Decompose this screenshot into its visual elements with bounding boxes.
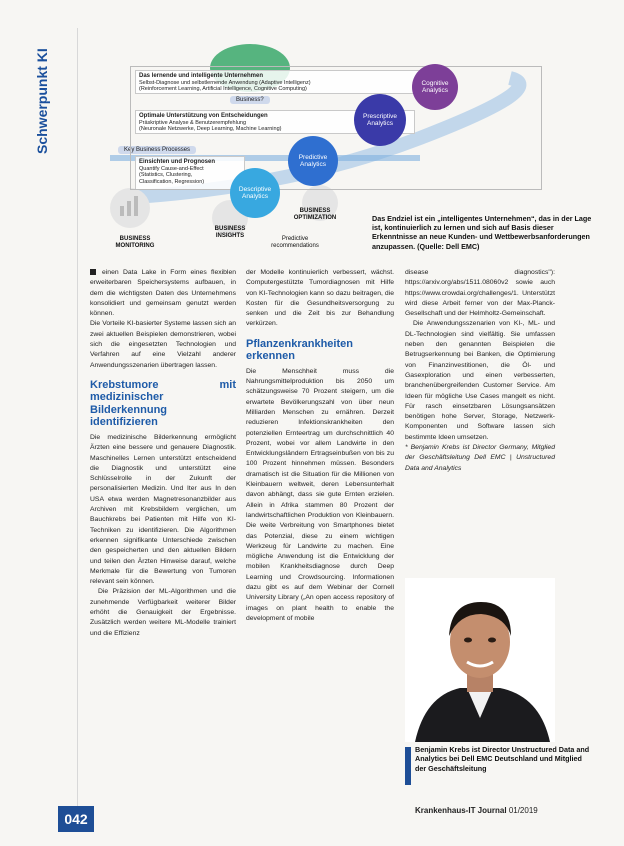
- col3-paragraph-3: * Benjamin Krebs ist Director Germany, Mitglied der Geschäftsleitung Dell EMC | Unstructured Data and Analytics: [405, 444, 555, 472]
- column-1: [90, 268, 236, 639]
- caption-accent-bar: [405, 747, 411, 785]
- heading-krebstumore: Krebstumore mit medizinischer Bilderkennung identifizieren: [90, 378, 236, 429]
- bubble-cognitive: Cognitive Analytics: [412, 64, 458, 110]
- diagram-frame: [130, 66, 542, 190]
- stage-business-insights: BUSINESS INSIGHTS: [214, 226, 246, 239]
- portrait-caption: Benjamin Krebs ist Director Unstructured Data and Analytics bei Dell EMC Deutschland und Mitglied der Geschäftsleitung: [405, 745, 595, 773]
- col1-paragraph-1: einen Data Lake in Form eines flexiblen erweiterbaren Speichersystems aufbauen, in dem die wichtigsten Daten des Unternehmens konsolidiert und gemeinsam genutzt werden können.: [90, 269, 236, 318]
- layer-learning-enterprise: Das lernende und intelligente Unternehmen Selbst-Diagnose und selbstlernende Anwendung (Adaptive Intelligenz) (Reinforcement Learning, Artificial Intelligence, Cognitive Computing): [135, 70, 435, 94]
- page-number: 042: [58, 806, 94, 832]
- bubble-predictive: Predictive Analytics: [288, 136, 338, 186]
- layer-insights: Einsichten und Prognosen Quantify Cause-and-Effect (Statistics, Clustering, Classification, Regression): [135, 156, 245, 190]
- bubble-descriptive: Descriptive Analytics: [230, 168, 280, 218]
- col3-paragraph-1: disease diagnostics"): https://arxiv.org/abs/1511.08060v2 sowie auch https://www.crowdai.org/challenges/1. Unterstützt wird diese Arbeit ferner von der Max-Planck-Gesellschaft und der Helmholtz-Gemeinschaft.: [405, 269, 555, 318]
- col1-paragraph-2: Die Vorteile KI-basierter Systeme lassen sich an zwei aktuellen Beispielen demonstrieren, wobei sich die eingesetzten Technologien und Verfahren auf eine Vielzahl anderer Anwendungsszenarien übertragen lassen.: [90, 320, 236, 369]
- stage-business-optimization: BUSINESS OPTIMIZATION: [293, 208, 337, 221]
- author-portrait: [405, 578, 555, 742]
- heading-pflanzenkrankheiten: Pflanzenkrankheiten erkennen: [246, 337, 353, 363]
- column-3: [405, 268, 555, 474]
- stage-business-monitoring: BUSINESS MONITORING: [115, 236, 155, 249]
- bubble-prescriptive: Prescriptive Analytics: [354, 94, 406, 146]
- diagram-caption: Das Endziel ist ein „intelligentes Unternehmen“, das in der Lage ist, kontinuierlich zu lernen und sich auf Basis dieser Erkenntnisse an neue Kunden- und Wettbewerbsanforderungen anzupassen. (Quelle: Dell EMC): [372, 214, 592, 251]
- layer-decision-support: Optimale Unterstützung von Entscheidungen Präskriptive Analyse & Benutzerempfehlung (Neuronale Netzwerke, Deep Learning, Machine Learning): [135, 110, 415, 134]
- journal-footer: Krankenhaus-IT Journal 01/2019: [415, 806, 538, 815]
- column-2: [246, 268, 394, 624]
- portrait-illustration: [405, 578, 555, 742]
- col3-paragraph-2: Die Anwendungsszenarien von KI-, ML- und DL-Technologien sind vielfältig. Sie umfassen neben den genannten Beispielen die Betrugserkennung bei Banken, die Optimierung von Finanzinvestitionen, die Öl- und Gasexploration und einen verbesserten, branchenübergreifenden Customer Service. Am Ideen für mögliche Use Cases mangelt es nicht. Für rasch einsetzbaren Lösungsansätzen benötigen hohe Server, Storage, Netzwerk-Komponenten und Software lassen sich bestimmte Ideen umsetzen.: [405, 320, 555, 441]
- col2-paragraph-2: Die Menschheit muss die Nahrungsmittelproduktion bis 2050 um schätzungsweise 70 Prozent steigern, um die erwartete Bevölkerungszahl von über neun Milliarden Menschen zu ernähren. Derzeit reduzieren Infektionskrankheiten den potenziellen Ernteertrag um durchschnittlich 40 Prozent, wobei vor allem Landwirte in den Entwicklungsländern Ertragseinbußen von bis zu 100 Prozent hinnehmen müssen. Besonders dramatisch ist die Situation für die Millionen von Kleinbauern weltweit, deren Lebensunterhalt davon abhängt, dass sie gute Ernten erzielen. Allein in Afrika stammen 80 Prozent der landwirtschaftlichen Produktion von Kleinbauern. Die weite Verbreitung von Smartphones bietet das Potenzial, diese zu einem wichtigen Werkzeug für Landwirte zu machen. Eine mögliche Anwendung ist die Entwicklung der mobilen Krankheitsdiagnose durch Deep Learning und Crowdsourcing. Informationen dazu gibt es auf dem Webinar der Cornell University Library („An open access repository of images on plant health to enable the development of mobile: [246, 367, 394, 622]
- end-mark-icon: [90, 269, 96, 275]
- col2-paragraph-1: der Modelle kontinuierlich verbessert, wächst. Computergestützte Tumordiagnosen mit Hilfe von KI-Technologien kann so dazu beitragen, die Kosten für die Gesundheitsversorgung zu senken und die Zeit bis zur Behandlung verkürzen.: [246, 269, 394, 328]
- pill-key-processes: Key Business Processes: [118, 146, 196, 154]
- col1-paragraph-3: Die medizinische Bilderkennung ermöglicht Ärzten eine bessere und genauere Diagnostik. Maschinelles Lernen unterstützt entscheidend die Diagnostik und unterstützt eine Schlüsselrolle in der Zukunft der personalisierten Medizin. Und Iter aus In den USA etwa werden Magnetresonanzbilder aus Archiven mit Krebsbildern verglichen, um Bauchkrebs bei Patienten mit Hilfe von KI-Techniken zu identifizieren. Die Algorithmen erkennen signifikante Unterschiede zwischen den gespeicherten und den aktuellen Bildern und teilen den Ärzten Hinweise darauf, welche Merkmale für die Bewertung von Tumoren relevant sein können.: [90, 433, 236, 586]
- section-tag: Schwerpunkt KI: [34, 48, 50, 154]
- col1-paragraph-4: Die Präzision der ML-Algorithmen und die zunehmende Verfügbarkeit weiterer Bilder erhöht die Genauigkeit der Ergebnisse. Zusätzlich werden weitere ML-Modelle trainiert und die Effizienz: [90, 588, 236, 637]
- predictive-recommendations-label: Predictive recommendations: [271, 236, 319, 249]
- pill-business: Business?: [230, 96, 270, 104]
